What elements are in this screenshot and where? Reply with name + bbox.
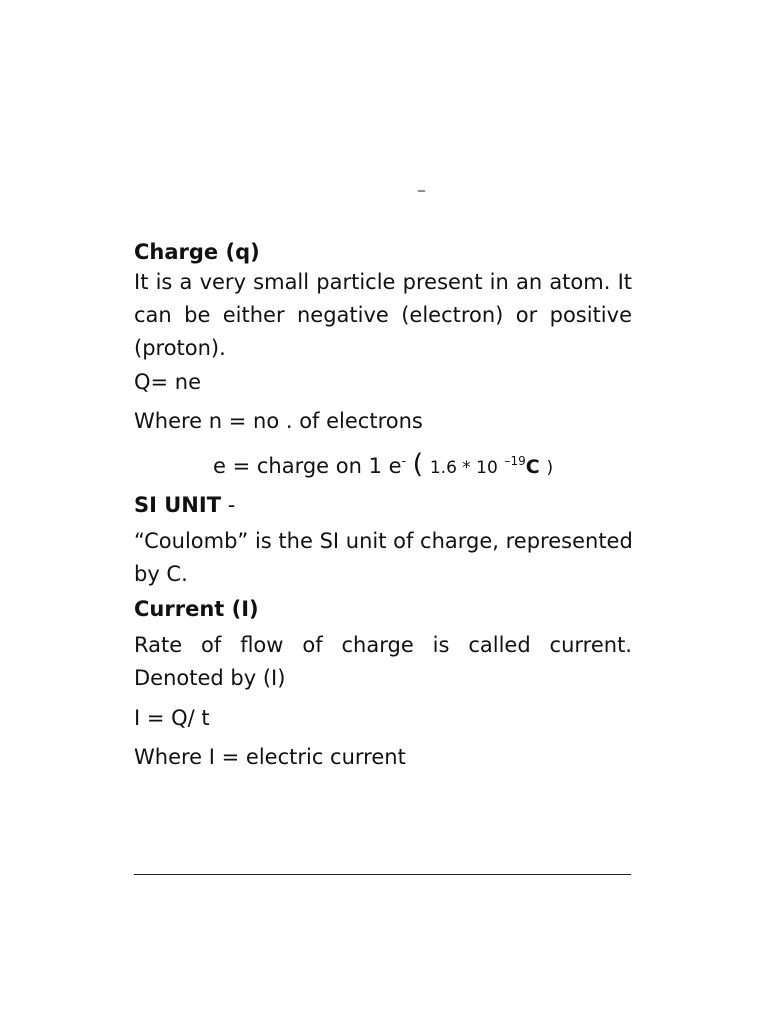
close-paren: ) xyxy=(546,458,554,478)
where-i: Where I = electric current xyxy=(134,745,406,769)
where-n: Where n = no . of electrons xyxy=(134,409,423,433)
heading-charge: Charge (q) xyxy=(134,240,260,264)
open-paren: ( xyxy=(412,449,424,480)
electron-sign: - xyxy=(401,454,406,468)
coulomb-line-2: by C. xyxy=(134,562,188,586)
si-unit-line xyxy=(134,489,632,521)
charge-exponent: –19 xyxy=(504,454,526,468)
charge-def-line-1: It is a very small particle present in an atom. It xyxy=(134,270,632,294)
charge-value: 1.6 * 10 xyxy=(429,458,498,478)
si-unit-label: SI UNIT xyxy=(134,493,222,517)
current-def-line-2: Denoted by (I) xyxy=(134,666,286,690)
electron-charge-text: e = charge on 1 e xyxy=(213,454,402,478)
formula-q: Q= ne xyxy=(134,370,202,394)
current-def-line-1: Rate of flow of charge is called current. xyxy=(134,633,632,657)
charge-def-line-3: (proton). xyxy=(134,336,226,360)
charge-unit: C xyxy=(525,456,540,478)
electron-charge-line xyxy=(213,449,711,484)
header-dash: _ xyxy=(418,176,425,192)
formula-i: I = Q/ t xyxy=(134,706,210,730)
si-unit-dash: - xyxy=(221,493,236,517)
coulomb-line-1: “Coulomb” is the SI unit of charge, represented xyxy=(134,529,633,553)
bottom-rule xyxy=(134,874,631,875)
charge-def-line-2: can be either negative (electron) or positive xyxy=(134,303,632,327)
heading-current: Current (I) xyxy=(134,597,259,621)
